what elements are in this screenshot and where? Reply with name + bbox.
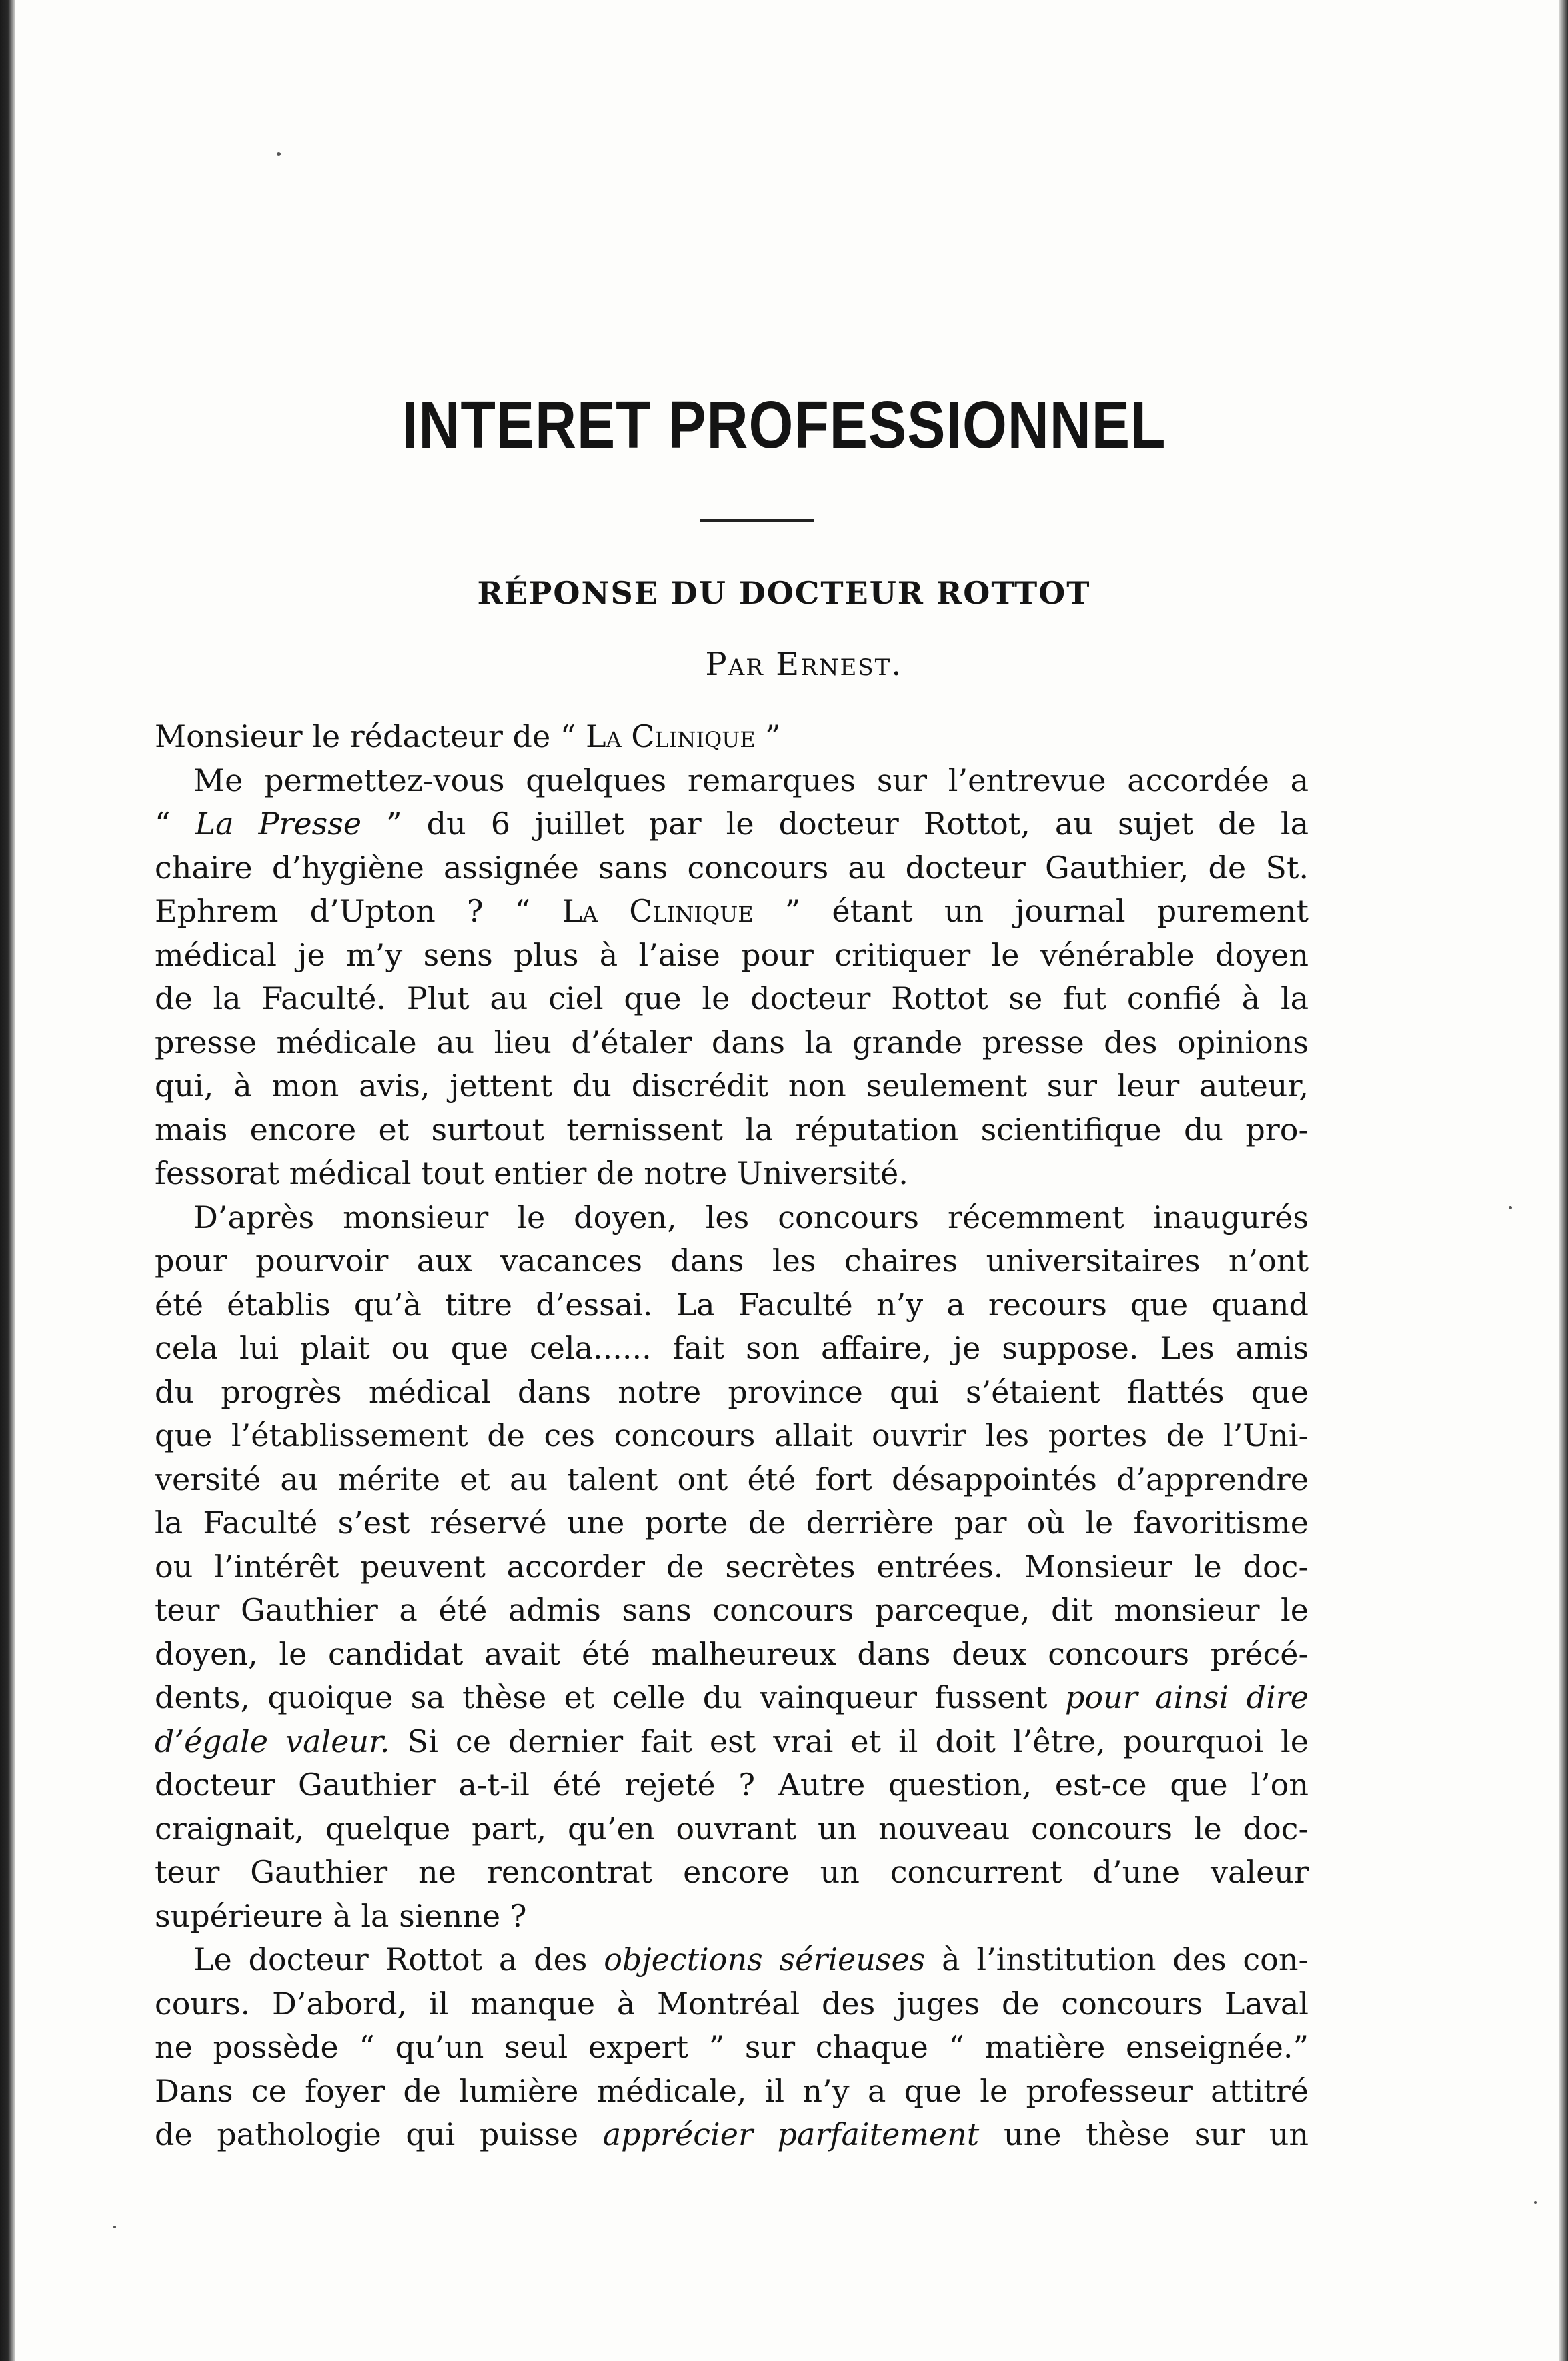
title-rule (700, 519, 814, 522)
binding-edge (0, 0, 15, 2361)
text-run: pour pourvoir aux vacances dans les chaires universitaires n’ont (155, 1243, 1309, 1279)
text-line (155, 1720, 1309, 1764)
article-body (155, 715, 1309, 2157)
text-run: Si ce dernier fait est vrai et il doit l’être, pourquoi le (389, 1723, 1309, 1759)
text-run: Me permettez-vous quelques remarques sur l’entrevue accordée a (193, 762, 1309, 798)
text-run: à l’institution des con- (925, 1941, 1309, 1978)
text-line (155, 934, 1309, 978)
text-run: cela lui plait ou que cela...... fait son affaire, je suppose. Les amis (155, 1330, 1309, 1366)
text-run: “ (155, 806, 195, 842)
text-run: qui, à mon avis, jettent du discrédit non seulement sur leur auteur, (155, 1068, 1309, 1104)
text-line (155, 1239, 1309, 1283)
text-run: cours. D’abord, il manque à Montréal des juges de concours Laval (155, 1985, 1309, 2022)
italic-text: La Presse (195, 806, 362, 842)
text-line (155, 1327, 1309, 1371)
text-run: ” du 6 juillet par le docteur Rottot, au sujet de la (361, 806, 1309, 842)
text-line (155, 1152, 1309, 1196)
text-run: Ephrem d’Upton ? “ (155, 893, 562, 929)
text-line (155, 1021, 1309, 1065)
small-caps-text: La Clinique (562, 893, 754, 929)
text-line (155, 1414, 1309, 1458)
text-run: que l’établissement de ces concours allait ouvrir les portes de l’Uni- (155, 1417, 1309, 1453)
text-run: doyen, le candidat avait été malheureux dans deux concours précé- (155, 1635, 1309, 1672)
text-line (155, 1938, 1309, 1982)
text-run: ” (755, 718, 781, 754)
text-line (155, 1763, 1309, 1807)
text-run: Monsieur le rédacteur de “ (155, 718, 586, 754)
text-line (155, 2113, 1309, 2157)
text-line (155, 1064, 1309, 1108)
text-line (155, 1371, 1309, 1415)
italic-text: objections sérieuses (604, 1941, 926, 1978)
text-run: de la Faculté. Plut au ciel que le docteur Rottot se fut confié à la (155, 980, 1309, 1016)
text-run: supérieure à la sienne ? (155, 1897, 527, 1934)
text-run: Dans ce foyer de lumière médicale, il n’y a que le professeur attitré (155, 2072, 1309, 2109)
text-line (155, 715, 1309, 759)
scan-speck (1509, 1206, 1512, 1209)
text-line (155, 1501, 1309, 1545)
small-caps-text: La Clinique (585, 718, 756, 754)
text-run: la Faculté s’est réservé une porte de derrière par où le favoritisme (155, 1505, 1309, 1541)
text-line (155, 759, 1309, 803)
article-title: INTERET PROFESSIONNEL (402, 387, 1166, 462)
text-line (155, 890, 1309, 934)
text-line (155, 1676, 1309, 1720)
text-line (155, 1196, 1309, 1240)
text-line (155, 977, 1309, 1021)
text-run: Le docteur Rottot a des (193, 1941, 604, 1978)
text-line (155, 802, 1309, 846)
text-run: versité au mérite et au talent ont été fort désappointés d’apprendre (155, 1461, 1309, 1497)
text-run: chaire d’hygiène assignée sans concours au docteur Gauthier, de St. (155, 849, 1309, 886)
text-run: dents, quoique sa thèse et celle du vainqueur fussent (155, 1679, 1065, 1715)
text-line (155, 1283, 1309, 1327)
article-author: Par Ernest. (705, 646, 903, 683)
text-run: teur Gauthier ne rencontrat encore un concurrent d’une valeur (155, 1854, 1309, 1890)
text-run: teur Gauthier a été admis sans concours parceque, dit monsieur le (155, 1592, 1309, 1628)
text-line (155, 1633, 1309, 1677)
article-subtitle: RÉPONSE DU DOCTEUR ROTTOT (477, 575, 1091, 611)
scan-speck (113, 2226, 116, 2228)
text-line (155, 846, 1309, 890)
text-run: docteur Gauthier a-t-il été rejeté ? Autre question, est-ce que l’on (155, 1767, 1309, 1803)
text-line (155, 1458, 1309, 1502)
text-run: craignait, quelque part, qu’en ouvrant un nouveau concours le doc- (155, 1810, 1309, 1847)
text-line (155, 1589, 1309, 1633)
text-line (155, 1545, 1309, 1589)
text-run: médical je m’y sens plus à l’aise pour critiquer le vénérable doyen (155, 936, 1309, 973)
text-run: D’après monsieur le doyen, les concours récemment inaugurés (193, 1199, 1309, 1235)
text-run: une thèse sur un (979, 2116, 1309, 2152)
scan-speck (1534, 2201, 1537, 2204)
text-run: ” étant un journal purement (753, 893, 1309, 929)
text-line (155, 1108, 1309, 1152)
scan-speck (277, 152, 281, 156)
text-line (155, 1807, 1309, 1851)
italic-text: apprécier parfaitement (602, 2116, 980, 2152)
italic-text: d’égale valeur. (155, 1723, 390, 1759)
text-run: de pathologie qui puisse (155, 2116, 603, 2152)
text-line (155, 2070, 1309, 2114)
text-line (155, 1982, 1309, 2026)
text-line (155, 2026, 1309, 2070)
text-run: ne possède “ qu’un seul expert ” sur chaque “ matière enseignée.” (155, 2029, 1309, 2065)
page-right-edge (1559, 0, 1568, 2361)
text-run: mais encore et surtout ternissent la réputation scientifique du pro- (155, 1111, 1309, 1148)
text-run: du progrès médical dans notre province qui s’étaient flattés que (155, 1373, 1309, 1410)
text-line (155, 1895, 1309, 1939)
text-run: fessorat médical tout entier de notre Université. (155, 1155, 908, 1191)
text-run: été établis qu’à titre d’essai. La Faculté n’y a recours que quand (155, 1286, 1309, 1323)
italic-text: pour ainsi dire (1064, 1679, 1309, 1715)
text-run: ou l’intérêt peuvent accorder de secrètes entrées. Monsieur le doc- (155, 1548, 1309, 1585)
text-line (155, 1851, 1309, 1895)
text-run: presse médicale au lieu d’étaler dans la grande presse des opinions (155, 1024, 1309, 1060)
